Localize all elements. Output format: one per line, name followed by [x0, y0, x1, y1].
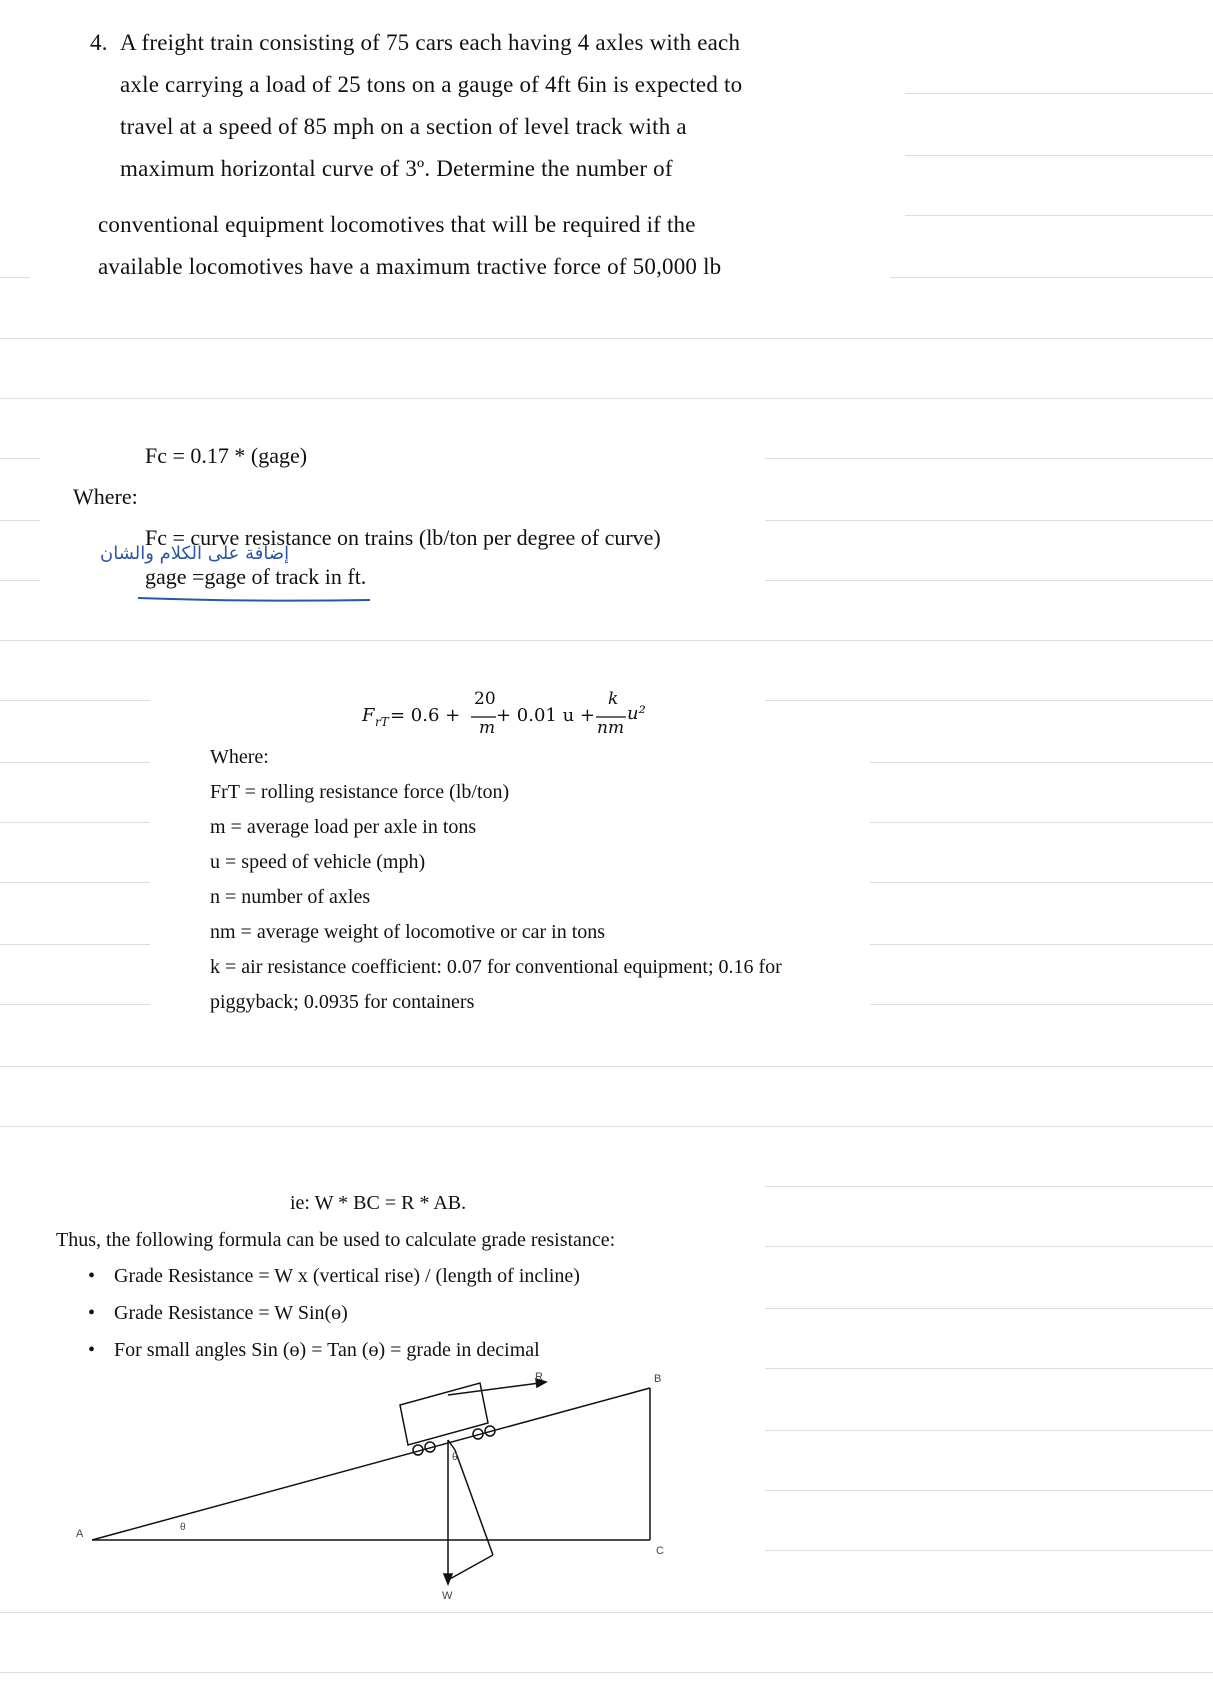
rolling-where-label: Where:: [210, 746, 269, 768]
problem-line-4: maximum horizontal curve of 3º. Determine the number of: [120, 156, 673, 181]
grade-bullet-1: Grade Resistance = W x (vertical rise) / (length of incline): [114, 1265, 580, 1287]
equation-part-c: u²: [627, 703, 646, 724]
fraction-2-denominator: nm: [597, 718, 625, 738]
equation-part-b: + 0.01 u +: [496, 705, 595, 726]
problem-line-1: A freight train consisting of 75 cars each having 4 axles with each: [120, 30, 741, 55]
grade-bullet-3: For small angles Sin (ɵ) = Tan (ɵ) = grade in decimal: [114, 1339, 540, 1361]
grade-bullet-2: Grade Resistance = W Sin(ɵ): [114, 1302, 348, 1324]
rolling-def-frt: FrT = rolling resistance force (lb/ton): [210, 781, 510, 803]
rolling-def-m: m = average load per axle in tons: [210, 816, 477, 838]
force-w-label: W: [442, 1590, 453, 1602]
rolling-def-u: u = speed of vehicle (mph): [210, 851, 426, 873]
force-r-label: R: [535, 1371, 543, 1383]
rolling-def-k-cont: piggyback; 0.0935 for containers: [210, 991, 475, 1013]
curve-where-label: Where:: [73, 484, 138, 509]
fraction-2-numerator: k: [608, 689, 619, 709]
rolling-def-nm: nm = average weight of locomotive or car in tons: [210, 921, 606, 943]
closing-line: [448, 1555, 493, 1580]
rolling-def-k: k = air resistance coefficient: 0.07 for conventional equipment; 0.16 for: [210, 956, 782, 978]
grade-ie-line: ie: W * BC = R * AB.: [290, 1192, 467, 1214]
theta-label-car: θ: [452, 1452, 458, 1463]
problem-line-6: available locomotives have a maximum tractive force of 50,000 lb: [98, 254, 722, 279]
equation-lhs-subscript: rT: [375, 715, 389, 729]
problem-number: 4.: [90, 30, 108, 55]
handwritten-note: إضافة على الكلام والشان: [100, 543, 290, 564]
curve-formula: Fc = 0.17 * (gage): [145, 443, 308, 468]
bullet-dot: •: [88, 1339, 96, 1361]
point-a-label: A: [76, 1528, 84, 1540]
curve-definition-gage: gage =gage of track in ft.: [145, 564, 367, 589]
bullet-dot: •: [88, 1265, 96, 1287]
equation-lhs: F: [362, 705, 375, 726]
fraction-1-numerator: 20: [474, 689, 496, 709]
point-c-label: C: [656, 1545, 664, 1557]
equation-part-a: = 0.6 +: [390, 705, 461, 726]
handwritten-underline: [138, 598, 370, 601]
grade-intro: Thus, the following formula can be used to calculate grade resistance:: [56, 1229, 616, 1251]
curve-definition-fc: Fc = curve resistance on trains (lb/ton per degree of curve): [145, 525, 661, 550]
rolling-def-n: n = number of axles: [210, 886, 371, 908]
incline-ab: [92, 1388, 650, 1540]
bullet-dot: •: [88, 1302, 96, 1324]
problem-line-3: travel at a speed of 85 mph on a section of level track with a: [120, 114, 687, 139]
theta-label-base: θ: [180, 1522, 186, 1533]
incline-diagram: [92, 1379, 650, 1584]
fraction-1-denominator: m: [479, 718, 496, 738]
resistance-vector-r: [448, 1383, 540, 1395]
point-b-label: B: [654, 1373, 662, 1385]
problem-line-5: conventional equipment locomotives that will be required if the: [98, 212, 696, 237]
problem-line-2: axle carrying a load of 25 tons on a gauge of 4ft 6in is expected to: [120, 72, 743, 97]
